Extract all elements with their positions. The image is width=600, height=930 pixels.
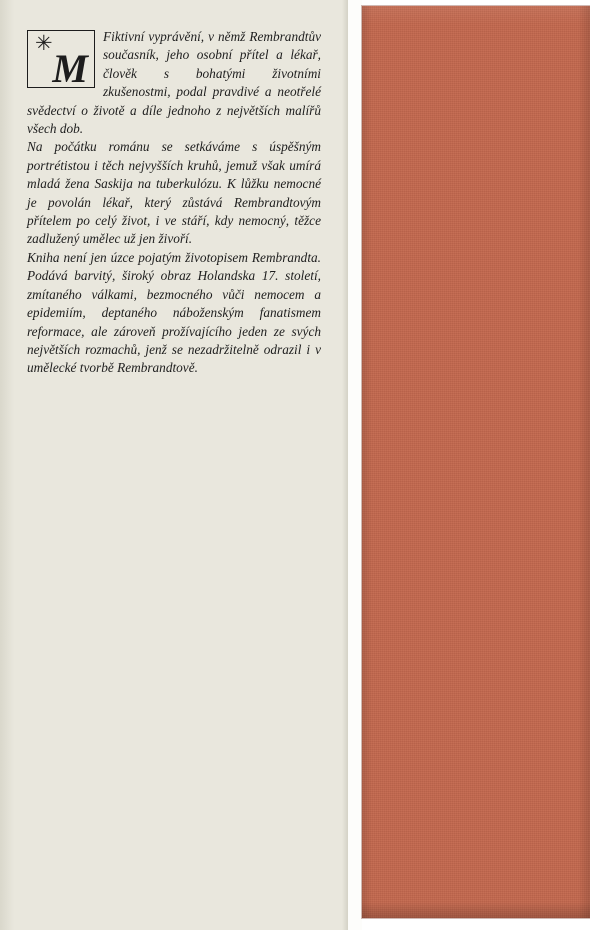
- blurb-paragraph-3: Kniha není jen úzce pojatým životopisem Rembrandta. Podává barvitý, široký obraz Holandska 17. století, zmítaného válkami, bezmocného vůči nemocem a epidemiím, deptaného náboženským fanatismem reformace, ale zároveň prožívajícího jeden ze svých největších rozmachů, jenž se nezadržitelně odrazil i v umělecké tvorbě Rembrandtově.: [27, 249, 321, 376]
- blurb-paragraph-1: Fiktivní vyprávění, v němž Rembrandtův současník, jeho osobní přítel a lékař, člověk s bohatými životními zkušenostmi, podal pravdivé a neotřelé svědectví o životě a díle jednoho z největších malířů všech dob.: [27, 29, 321, 137]
- photo-right-margin: [590, 0, 600, 930]
- book-cover-board: [362, 6, 590, 918]
- drop-cap-letter: M: [52, 46, 88, 91]
- blurb-paragraph-2: Na počátku románu se setkáváme s úspěšným portrétistou i těch nejvyšších kruhů, jemuž však umírá mladá žena Saskija na tuberkulózu. K lůžku nemocné je povolán lékař, který zůstává Rembrandtovým přítelem po celý život, i ve stáří, kdy nemocný, těžce zadlužený umělec už jen živoří.: [27, 139, 321, 247]
- flap-blurb-text: [27, 28, 321, 378]
- flap-fold-shadow: [0, 0, 14, 930]
- asterisk-ornament-icon: ✳: [35, 31, 53, 55]
- jacket-gap: [348, 0, 362, 930]
- decorated-initial: [27, 30, 95, 91]
- cover-bottom-shadow: [362, 902, 590, 918]
